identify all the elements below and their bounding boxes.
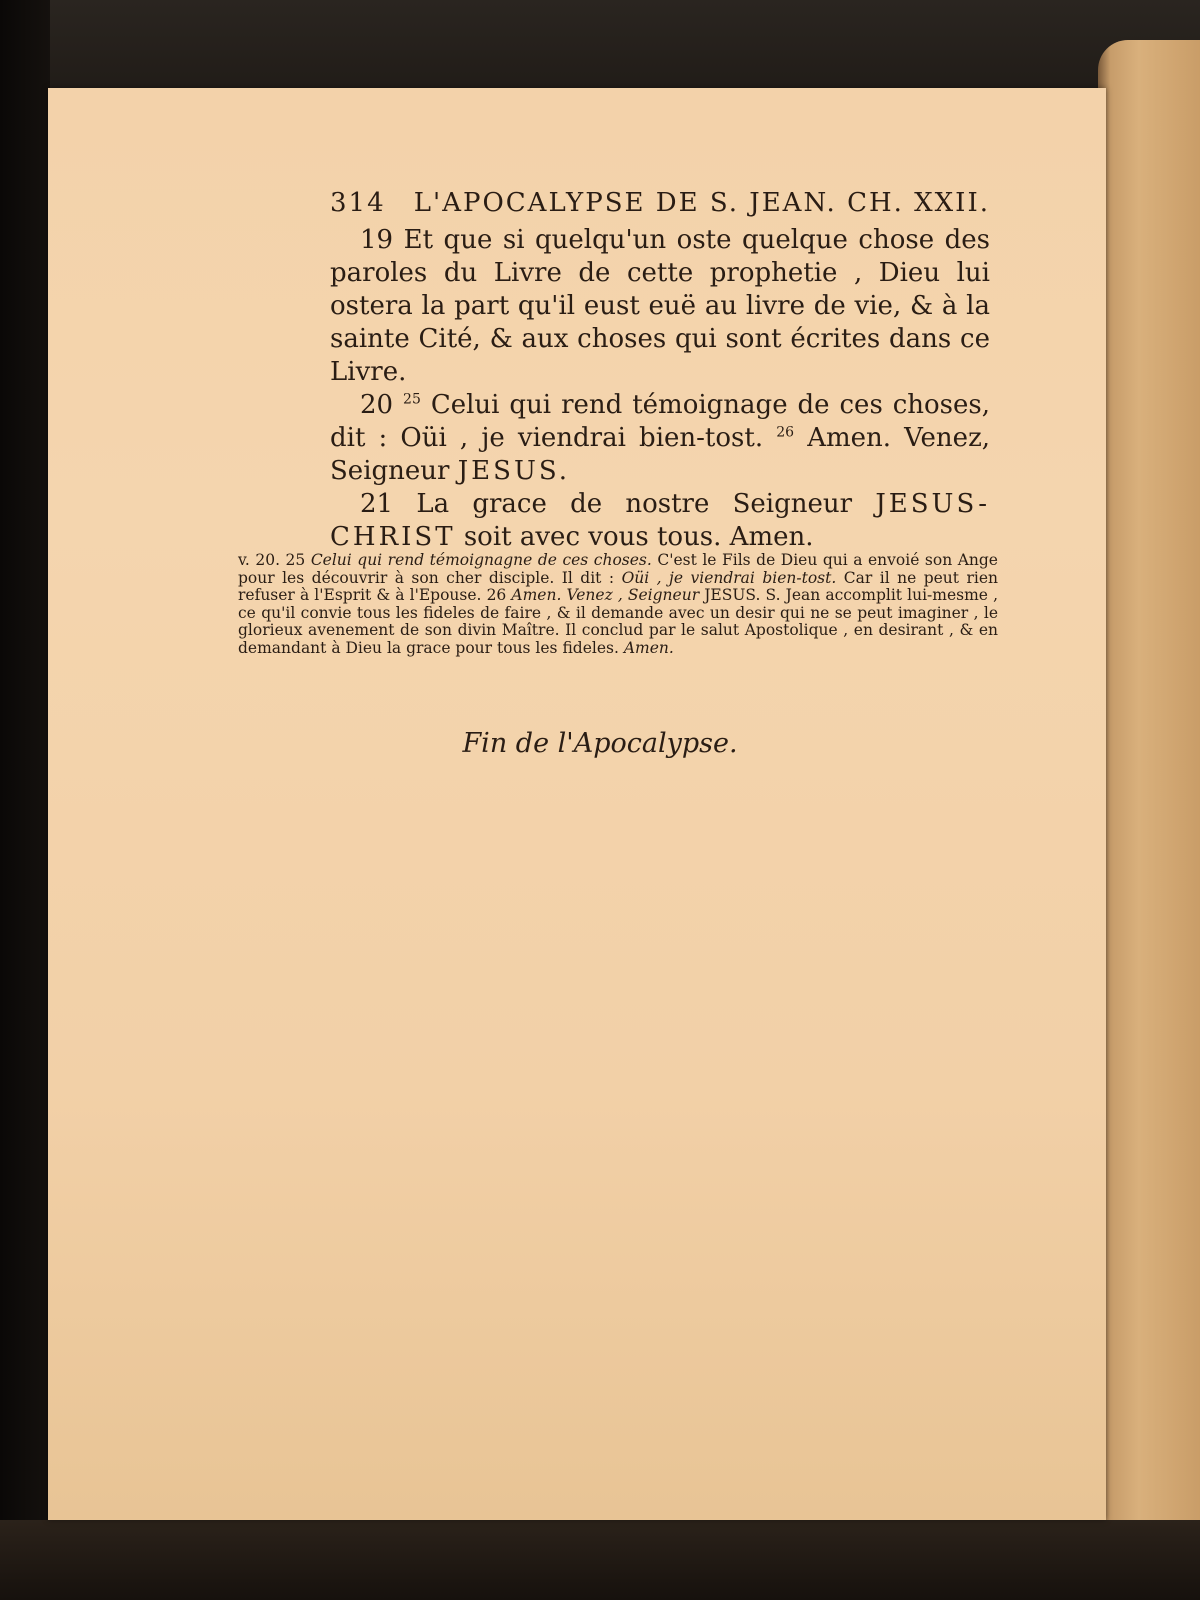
note-ref-26: 26 bbox=[776, 424, 795, 441]
end-title: Fin de l'Apocalypse. bbox=[462, 728, 738, 759]
verse-21-text-a: 21 La grace de nostre Seigneur bbox=[360, 489, 853, 519]
verse-21-text-b: soit avec vous tous. Amen. bbox=[463, 522, 814, 552]
note-quote-4: Amen. bbox=[623, 638, 674, 657]
commentary-notes bbox=[238, 552, 998, 657]
note-text-2: Car il ne peut rien refuser à l'Esprit & à l'Epouse. 26 bbox=[238, 568, 999, 604]
main-text bbox=[330, 188, 990, 554]
note-ref-25: 25 bbox=[403, 391, 421, 408]
page-number: 314 bbox=[330, 188, 386, 218]
verse-20-text-b: Amen. Venez, Seigneur bbox=[330, 423, 991, 486]
verse-21-name: JESUS-CHRIST bbox=[330, 489, 991, 552]
verse-20-number: 20 bbox=[360, 390, 394, 420]
facing-page-edge bbox=[1098, 40, 1200, 1600]
verse-20 bbox=[330, 389, 990, 488]
page-header bbox=[330, 188, 990, 218]
verse-20-jesus: JESUS. bbox=[457, 456, 571, 486]
note-lead: v. 20. 25 bbox=[238, 551, 306, 569]
running-title: L'APOCALYPSE DE S. JEAN. CH. XXII. bbox=[413, 188, 990, 218]
background-bottom bbox=[0, 1520, 1200, 1600]
note-quote-1: Celui qui rend témoignagne de ces choses. bbox=[310, 551, 652, 569]
note-quote-3: Amen. Venez , Seigneur bbox=[511, 586, 700, 604]
verse-20-text-a: Celui qui rend témoignage de ces choses, dit : Oüi , je viendrai bien-tost. bbox=[330, 390, 991, 453]
note-quote-2: Oüi , je viendrai bien-tost. bbox=[621, 568, 837, 587]
background-left bbox=[0, 0, 50, 1600]
verse-21 bbox=[330, 488, 990, 554]
note-text-1: C'est le Fils de Dieu qui a envoié son Ange pour les découvrir à son cher disciple. Il dit : bbox=[238, 551, 998, 587]
note-text-3: JESUS. S. Jean accomplit lui-mesme , ce qu'il convie tous les fideles de faire , & il demande avec un desir qui ne se peut imaginer , le glorieux avenement de son divin Maître. Il conclud par le salut Apostolique , en desirant , & en demandant à Dieu la grace pour tous les fideles. bbox=[238, 586, 998, 657]
verse-19: 19 Et que si quelqu'un oste quelque chose des paroles du Livre de cette prophetie , Dieu lui ostera la part qu'il eust euë au livre de vie, & à la sainte Cité, & aux choses qui sont écrites dans ce Livre. bbox=[330, 225, 990, 387]
